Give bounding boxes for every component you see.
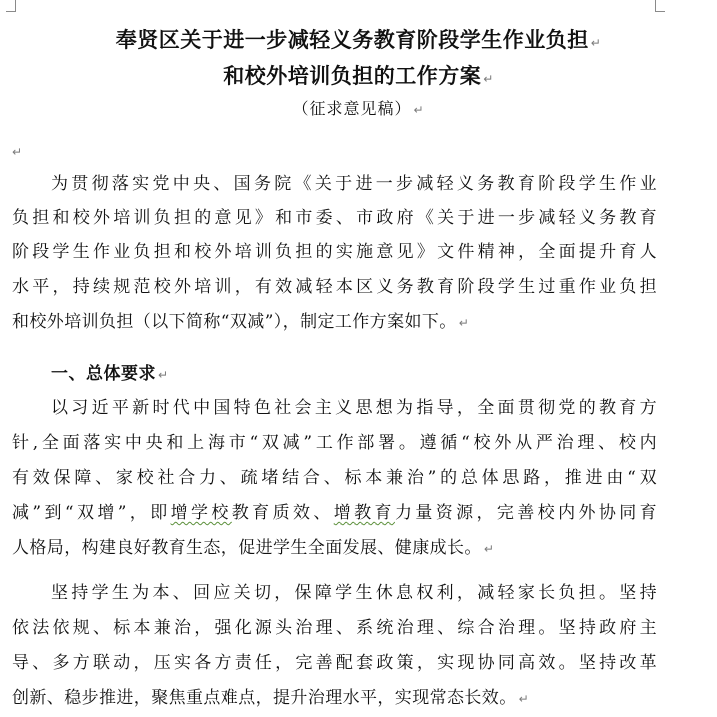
- document-title-line-1: [0, 24, 717, 54]
- para2-line-4-text: 创新、稳步推进，聚焦重点难点，提升治理水平，实现常态长效。: [12, 688, 517, 708]
- section-heading-text: 一、总体要求: [51, 364, 156, 384]
- paragraph-mark-icon: ↵: [518, 692, 530, 706]
- empty-paragraph: [10, 141, 22, 160]
- para2-line-4: [12, 686, 657, 711]
- paragraph-mark-icon: ↵: [483, 542, 495, 556]
- intro-line-5: [12, 310, 657, 335]
- spellcheck-flagged-text[interactable]: 增教育: [333, 503, 395, 523]
- intro-line-2: 负担和校外培训负担的意见》和市委、市政府《关于进一步减轻义务教育: [12, 208, 657, 228]
- para2-line-2: 依法依规、标本兼治，强化源头治理、系统治理、综合治理。坚持政府主: [12, 618, 657, 638]
- intro-line-5-text: 和校外培训负担（以下简称“双减”），制定工作方案如下。: [12, 312, 457, 332]
- para2-line-1: 坚持学生为本、回应关切，保障学生休息权利，减轻家长负担。坚持: [51, 583, 657, 603]
- spellcheck-flagged-text[interactable]: 增学校: [170, 503, 232, 523]
- document-title-line-2: [0, 60, 717, 90]
- document-subtitle: [0, 96, 717, 119]
- intro-line-3: 阶段学生作业负担和校外培训负担的实施意见》文件精神，全面提升育人: [12, 242, 657, 262]
- para2-line-3: 导、多方联动，压实各方责任，完善配套政策，实现协同高效。坚持改革: [12, 653, 657, 673]
- para1-line-2: 针,全面落实中央和上海市“双减”工作部署。遵循“校外从严治理、校内: [12, 433, 657, 453]
- subtitle-text: （征求意见稿）: [292, 99, 412, 118]
- para1-line-4: [12, 501, 657, 525]
- para1-line-1: 以习近平新时代中国特色社会主义思想为指导，全面贯彻党的教育方: [51, 398, 657, 418]
- paragraph-mark-icon: ↵: [12, 145, 23, 159]
- paragraph-mark-icon: ↵: [483, 72, 494, 86]
- para1-line-4-part-a: 减”到“双增”，即: [12, 503, 171, 523]
- intro-line-4: 水平，持续规范校外培训，有效减轻本区义务教育阶段学生过重作业负担: [12, 277, 657, 297]
- margin-corner-mark-left: [5, 0, 16, 12]
- intro-line-1: 为贯彻落实党中央、国务院《关于进一步减轻义务教育阶段学生作业: [51, 174, 657, 194]
- title-text-2: 和校外培训负担的工作方案: [223, 64, 482, 88]
- section-heading: [51, 359, 169, 384]
- paragraph-mark-icon: ↵: [158, 368, 169, 382]
- paragraph-mark-icon: ↵: [590, 36, 602, 50]
- para1-line-5-text: 人格局，构建良好教育生态，促进学生全面发展、健康成长。: [12, 538, 482, 558]
- para1-line-4-part-e: 力量资源，完善校内外协同育: [394, 503, 658, 523]
- paragraph-mark-icon: ↵: [458, 316, 470, 330]
- para1-line-3: 有效保障、家校社合力、疏堵结合、标本兼治”的总体思路，推进由“双: [12, 468, 657, 488]
- paragraph-mark-icon: ↵: [413, 103, 425, 117]
- para1-line-4-part-c: 教育质效、: [231, 503, 334, 523]
- margin-corner-mark-right: [655, 0, 666, 12]
- para1-line-5: [12, 536, 657, 561]
- title-text-1: 奉贤区关于进一步减轻义务教育阶段学生作业负担: [115, 28, 589, 52]
